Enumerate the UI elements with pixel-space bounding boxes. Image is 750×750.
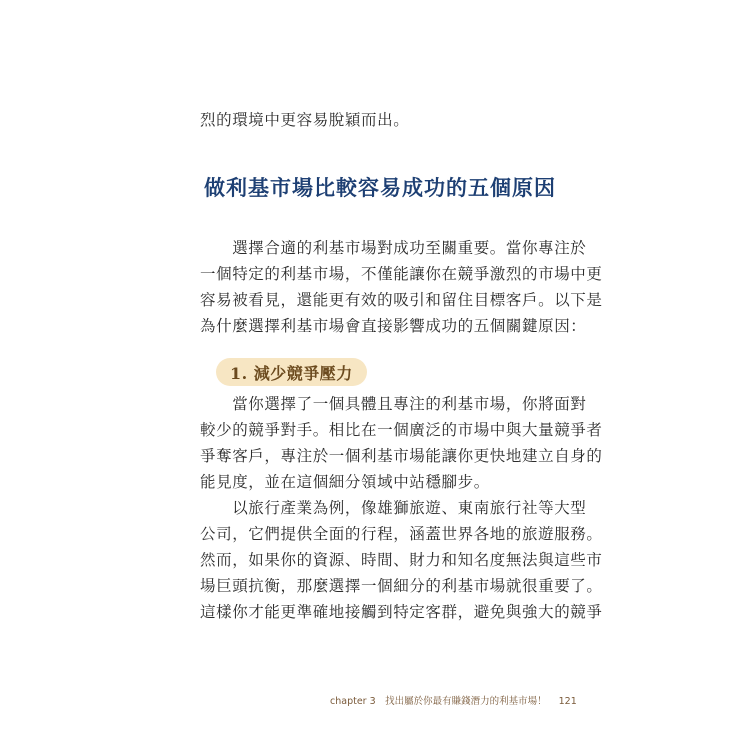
paragraph-2-line: 公司，它們提供全面的行程，涵蓋世界各地的旅遊服務。 xyxy=(200,525,603,543)
paragraph-1-line: 當你選擇了一個具體且專注的利基市場，你將面對 xyxy=(200,395,587,413)
intro-line: 一個特定的利基市場，不僅能讓你在競爭激烈的市場中更 xyxy=(200,265,603,283)
intro-line: 為什麼選擇利基市場會直接影響成功的五個關鍵原因： xyxy=(200,317,587,335)
section-heading: 做利基市場比較容易成功的五個原因 xyxy=(204,176,556,200)
subsection-heading-badge: 1. 減少競爭壓力 xyxy=(216,358,367,386)
chapter-running-title: chapter 3 找出屬於你最有賺錢潛力的利基市場！ xyxy=(330,696,547,707)
paragraph-2-line: 這樣你才能更準確地接觸到特定客群，避免與強大的競爭 xyxy=(200,603,603,621)
intro-line: 容易被看見，還能更有效的吸引和留住目標客戶。以下是 xyxy=(200,291,603,309)
paragraph-1-line: 爭奪客戶，專注於一個利基市場能讓你更快地建立自身的 xyxy=(200,447,603,465)
paragraph-2-line: 以旅行產業為例，像雄獅旅遊、東南旅行社等大型 xyxy=(200,499,587,517)
paragraph-2-line: 然而，如果你的資源、時間、財力和知名度無法與這些市 xyxy=(200,551,603,569)
page-number: 121 xyxy=(558,696,577,707)
intro-tail-line: 烈的環境中更容易脫穎而出。 xyxy=(200,111,410,129)
page-footer xyxy=(330,693,577,707)
paragraph-2-line: 場巨頭抗衡，那麼選擇一個細分的利基市場就很重要了。 xyxy=(200,577,603,595)
paragraph-1-line: 能見度，並在這個細分領域中站穩腳步。 xyxy=(200,473,490,491)
paragraph-1-line: 較少的競爭對手。相比在一個廣泛的市場中與大量競爭者 xyxy=(200,421,603,439)
intro-line: 選擇合適的利基市場對成功至關重要。當你專注於 xyxy=(200,239,587,257)
